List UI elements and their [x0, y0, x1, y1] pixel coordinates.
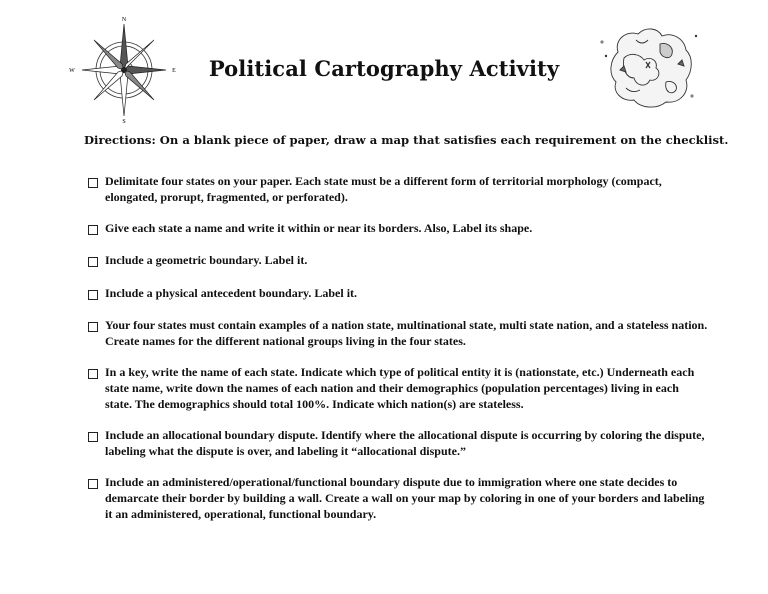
checkbox[interactable]	[88, 369, 98, 379]
compass-w-label: W	[69, 68, 75, 74]
compass-n-label: N	[121, 17, 127, 23]
checkbox[interactable]	[88, 432, 98, 442]
checkbox[interactable]	[88, 322, 98, 332]
checklist-item-text: Include an administered/operational/functional boundary dispute due to immigration where one state decides to demarcate their border by building a wall. Create a wall on your map by coloring in one of your borders and labeling it an administered, operational, functional boundary.	[105, 475, 705, 521]
checkbox[interactable]	[88, 257, 98, 267]
checkbox[interactable]	[88, 290, 98, 300]
checklist-item-text: Delimitate four states on your paper. Each state must be a different form of territorial morphology (compact, elongated, prorupt, fragmented, or perforated).	[105, 174, 662, 204]
checklist-item-text: Include a geometric boundary. Label it.	[105, 253, 308, 267]
checklist-item-text: Give each state a name and write it within or near its borders. Also, Label its shape.	[105, 221, 533, 235]
checklist-item-text: Include a physical antecedent boundary. Label it.	[105, 286, 358, 300]
checklist-item-text: In a key, write the name of each state. Indicate which type of political entity it is (nationstate, etc.) Underneath each state name, write down the names of each nation and their demographics (population percentages) living in each state. The demographics should total 100%. Indicate which nation(s) are stateless.	[105, 365, 695, 411]
checklist-item	[88, 365, 708, 412]
checklist-item	[88, 428, 708, 460]
checklist-item-text: Include an allocational boundary dispute. Identify where the allocational dispute is occurring by coloring the dispute, labeling what the dispute is over, and labeling it “allocational dispute.”	[105, 428, 705, 458]
checklist-item	[88, 318, 708, 350]
checklist-item	[88, 286, 708, 302]
compass-e-label: E	[172, 68, 176, 74]
checklist-item	[88, 221, 708, 237]
checkbox[interactable]	[88, 225, 98, 235]
checkbox[interactable]	[88, 178, 98, 188]
directions-text: Directions: On a blank piece of paper, draw a map that satisfies each requirement on the checklist.	[84, 133, 729, 147]
compass-s-label: S	[122, 119, 126, 124]
checklist-item	[88, 174, 708, 206]
checkbox[interactable]	[88, 479, 98, 489]
page-title: Political Cartography Activity	[208, 56, 560, 81]
checklist-item	[88, 253, 708, 269]
checklist-item-text: Your four states must contain examples of a nation state, multinational state, multi state nation, and a stateless nation. Create names for the different national groups living in the four states.	[105, 318, 708, 348]
checklist-item	[88, 475, 708, 522]
